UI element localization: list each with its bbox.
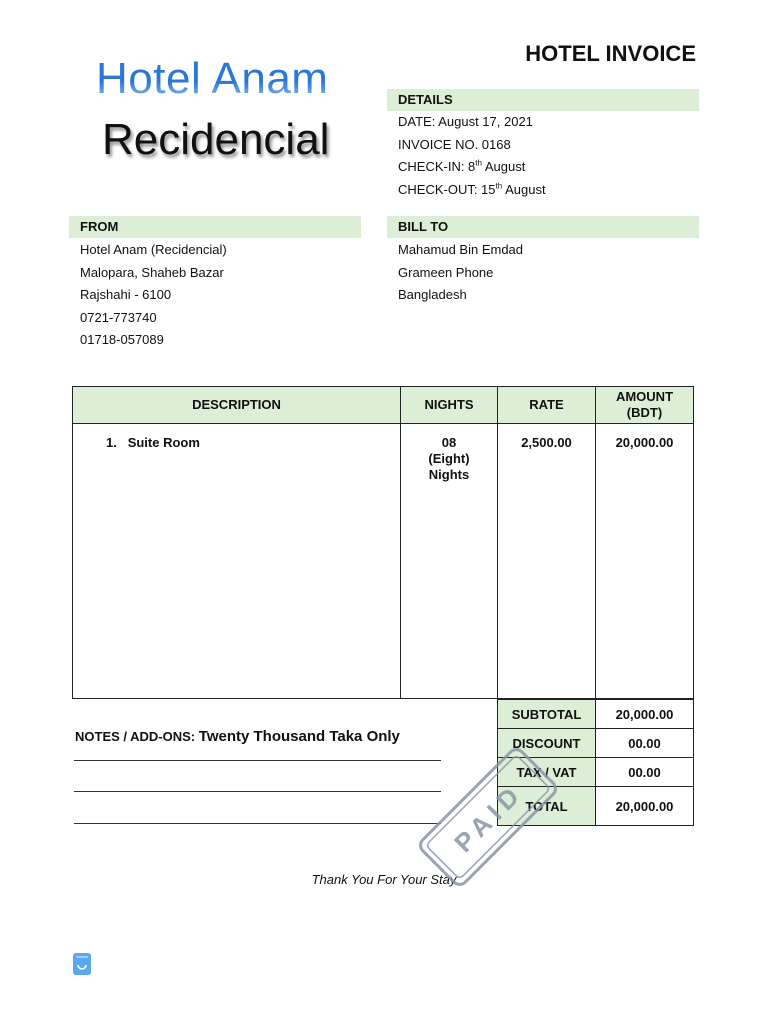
total-row: TOTAL 20,000.00 [497,787,694,826]
from-heading: FROM [69,216,361,238]
from-line: Hotel Anam (Recidencial) [80,242,227,257]
subtotal-row: SUBTOTAL 20,000.00 [497,699,694,729]
from-phone: 0721-773740 [80,309,157,325]
invoice-number: INVOICE NO. 0168 [398,136,511,152]
header-amount: AMOUNT (BDT) [615,389,674,420]
subtotal-value: 20,000.00 [615,706,674,722]
bill-to-line: Mahamud Bin Emdad [398,242,524,257]
tax-row: TAX / VAT 00.00 [497,758,694,787]
total-value: 20,000.00 [615,798,674,814]
check-out: CHECK-OUT: 15th August [398,181,546,197]
stamp-text: PAID [448,777,530,859]
bill-to-line: Grameen Phone [398,264,494,280]
bill-to-address [398,239,523,307]
thank-you-message: Thank You For Your Stay [311,872,457,887]
notes [75,728,400,745]
bill-to-heading: BILL TO [387,216,699,238]
tax-value: 00.00 [628,764,661,780]
header-nights: NIGHTS [424,397,474,412]
discount-row: DISCOUNT 00.00 [497,729,694,758]
notes-line [74,823,441,824]
notes-line [74,791,441,792]
invoice-date: DATE: August 17, 2021 [398,114,533,129]
bill-to-line: Bangladesh [398,287,467,302]
hotel-logo-subtitle: Recidencial [102,115,330,164]
from-line: Rajshahi - 6100 [80,287,172,302]
item-rate: 2,500.00 [521,435,572,450]
notes-label: NOTES / ADD-ONS: [75,729,196,744]
details-heading: DETAILS [387,89,699,111]
discount-value: 00.00 [628,735,661,751]
item-description: 1. Suite Room [106,435,200,450]
hotel-logo-name: Hotel Anam [96,52,328,106]
items-table [72,386,694,699]
document-title: HOTEL INVOICE [525,41,696,66]
item-nights: 08 (Eight) Nights [428,435,470,482]
notes-line [74,760,441,761]
item-amount: 20,000.00 [615,435,674,450]
from-mobile: 01718-057089 [80,332,164,347]
notes-text: Twenty Thousand Taka Only [198,728,400,745]
paid-stamp [408,737,568,897]
header-rate: RATE [529,397,564,412]
details-block [398,111,546,201]
header-description: DESCRIPTION [192,397,281,412]
document-app-icon[interactable] [72,952,92,976]
from-address [80,239,227,352]
from-line: Malopara, Shaheb Bazar [80,264,224,280]
check-in: CHECK-IN: 8th August [398,158,526,174]
